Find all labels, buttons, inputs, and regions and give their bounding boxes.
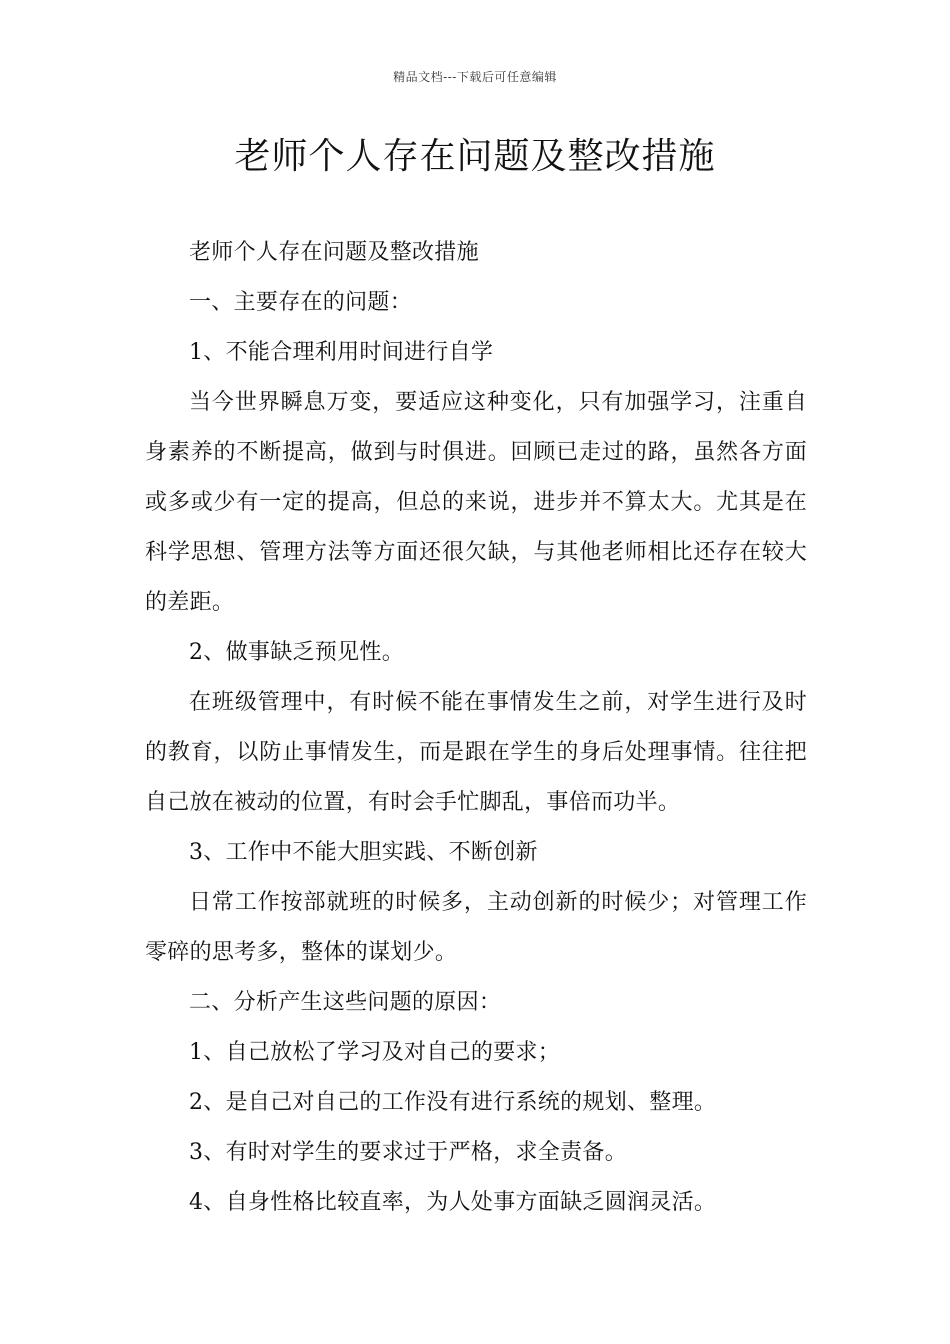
section-heading: 二、分析产生这些问题的原因： [189,990,502,1015]
paragraph: 当今世界瞬息万变，要适应这种变化，只有加强学习，注重自身素养的不断提高，做到与时俱进。回顾已走过的路，虽然各方面或多或少有一定的提高，但总的来说，进步并不算太大。尤其是在科学思想、管理方法等方面还很欠缺，与其他老师相比还存在较大的差距。 [145,390,807,615]
paragraph: 在班级管理中，有时候不能在事情发生之前，对学生进行及时的教育，以防止事情发生，而是跟在学生的身后处理事情。往往把自己放在被动的位置，有时会手忙脚乱，事倍而功半。 [145,690,807,815]
document-body [145,228,807,1228]
item-heading: 1、不能合理利用时间进行自学 [189,340,494,365]
list-item: 3、有时对学生的要求过于严格，求全责备。 [189,1140,627,1165]
item-heading: 2、做事缺乏预见性。 [189,640,404,665]
document-title: 老师个人存在问题及整改措施 [234,136,716,177]
header-note: 精品文档---下载后可任意编辑 [393,70,557,84]
list-item: 2、是自己对自己的工作没有进行系统的规划、整理。 [189,1090,717,1115]
list-item: 4、自身性格比较直率，为人处事方面缺乏圆润灵活。 [189,1190,717,1215]
item-heading: 3、工作中不能大胆实践、不断创新 [189,840,538,865]
section-heading: 一、主要存在的问题： [189,290,413,315]
paragraph: 日常工作按部就班的时候多，主动创新的时候少；对管理工作零碎的思考多，整体的谋划少。 [145,890,807,965]
list-item: 1、自己放松了学习及对自己的要求； [189,1040,561,1065]
paragraph: 老师个人存在问题及整改措施 [189,240,479,265]
